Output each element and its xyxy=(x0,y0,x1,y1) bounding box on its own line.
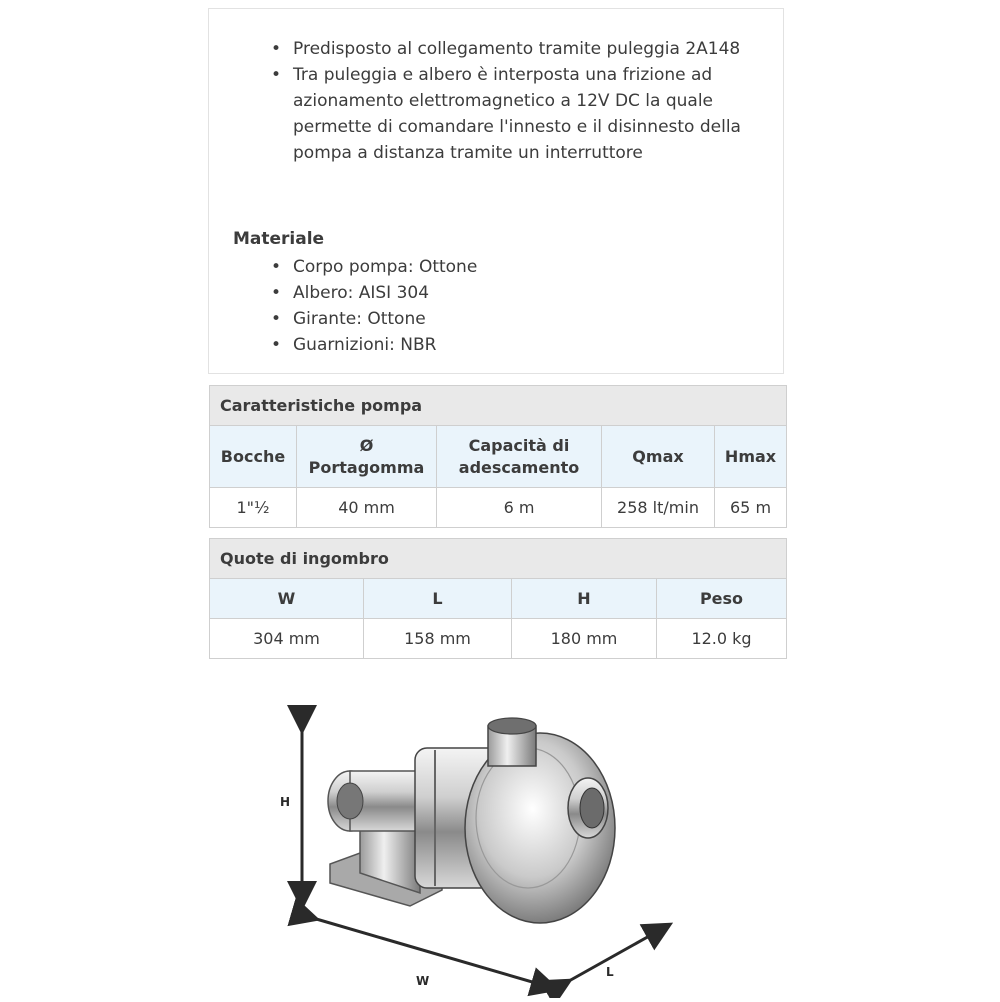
table-title: Caratteristiche pompa xyxy=(210,386,787,426)
table-title: Quote di ingombro xyxy=(210,539,787,579)
table-cell: 180 mm xyxy=(512,619,657,659)
table-cell: 12.0 kg xyxy=(657,619,787,659)
height-label: H xyxy=(280,795,291,809)
dimensions-table xyxy=(209,538,787,659)
column-header: L xyxy=(364,579,512,619)
column-header: Ø Portagomma xyxy=(297,426,437,488)
feature-item: • Tra puleggia e albero è interposta una frizione ad azionamento elettromagnetico a 12V DC la quale permette di comandare l'innesto e il disinnesto della pompa a distanza tramite un interruttore xyxy=(271,62,771,166)
column-header: Capacità di adescamento xyxy=(437,426,602,488)
pump-characteristics-table xyxy=(209,385,787,528)
material-item: • Girante: Ottone xyxy=(271,306,751,332)
material-item: • Guarnizioni: NBR xyxy=(271,332,751,358)
description-box xyxy=(208,8,784,374)
pump-drawing xyxy=(210,668,710,998)
table-cell: 65 m xyxy=(715,488,787,528)
material-item: • Albero: AISI 304 xyxy=(271,280,751,306)
column-header: Hmax xyxy=(715,426,787,488)
column-header: W xyxy=(210,579,364,619)
length-label: L xyxy=(606,965,614,979)
table-cell: 1"½ xyxy=(210,488,297,528)
features-list xyxy=(271,36,771,166)
width-label: W xyxy=(416,974,430,988)
feature-item: • Predisposto al collegamento tramite puleggia 2A148 xyxy=(271,36,771,62)
column-header: Peso xyxy=(657,579,787,619)
pump-dimension-figure xyxy=(210,668,710,998)
column-header: Qmax xyxy=(602,426,715,488)
material-heading: Materiale xyxy=(233,229,325,249)
materials-list xyxy=(271,254,751,358)
table-cell: 6 m xyxy=(437,488,602,528)
table-cell: 158 mm xyxy=(364,619,512,659)
table-cell: 40 mm xyxy=(297,488,437,528)
material-item: • Corpo pompa: Ottone xyxy=(271,254,751,280)
column-header: Bocche xyxy=(210,426,297,488)
table-cell: 258 lt/min xyxy=(602,488,715,528)
table-cell: 304 mm xyxy=(210,619,364,659)
column-header: H xyxy=(512,579,657,619)
